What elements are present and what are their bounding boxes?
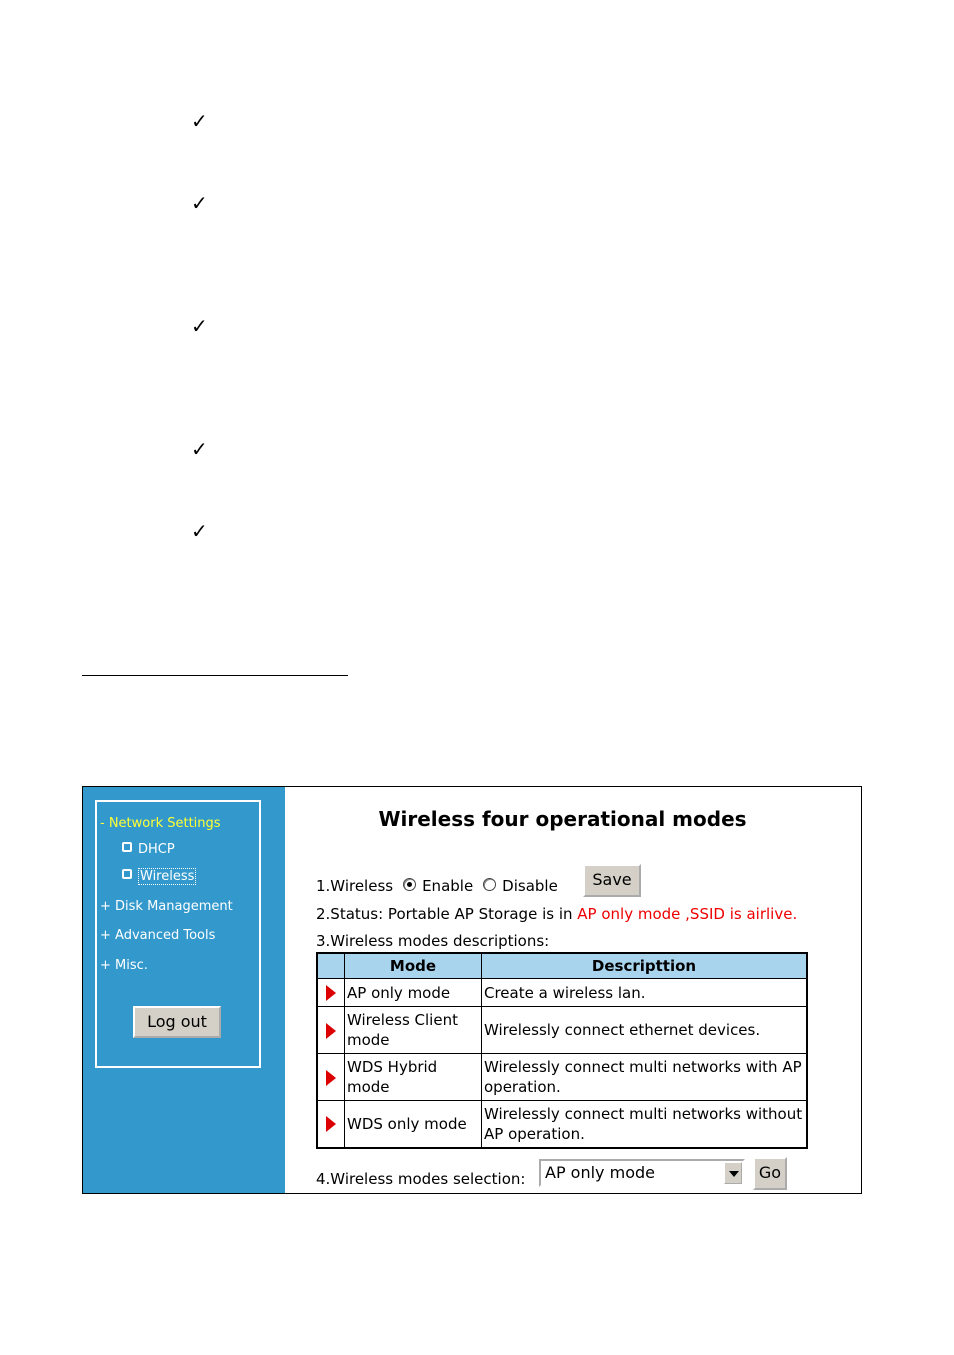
- logout-button[interactable]: Log out: [133, 1006, 221, 1038]
- bullet-icon: [122, 869, 132, 879]
- mode-cell: WDS Hybrid mode: [345, 1054, 482, 1101]
- checkmark-icon: ✓: [191, 191, 208, 215]
- bullet-icon: [122, 842, 132, 852]
- red-arrow-icon: [326, 985, 336, 1001]
- wireless-toggle-row: [316, 877, 558, 895]
- table-row: [317, 1007, 807, 1054]
- table-header-description: Descripttion: [482, 953, 808, 979]
- table-header-row: [317, 953, 807, 979]
- checkmark-icon: ✓: [191, 314, 208, 338]
- status-suffix: .: [792, 905, 798, 923]
- mode-cell: WDS only mode: [345, 1101, 482, 1148]
- mode-cell: Wireless Client mode: [345, 1007, 482, 1054]
- sidebar-item-network-settings[interactable]: - Network Settings: [100, 816, 221, 831]
- sidebar-item-dhcp[interactable]: [122, 842, 175, 857]
- status-line: [316, 905, 797, 923]
- save-button[interactable]: Save: [583, 864, 641, 897]
- sidebar-item-misc[interactable]: + Misc.: [100, 958, 148, 973]
- page-title: Wireless four operational modes: [378, 807, 747, 831]
- sidebar-item-disk-management[interactable]: + Disk Management: [100, 899, 233, 914]
- red-arrow-icon: [326, 1023, 336, 1039]
- checkmark-icon: ✓: [191, 519, 208, 543]
- enable-radio[interactable]: [403, 878, 416, 891]
- sidebar-item-advanced-tools[interactable]: + Advanced Tools: [100, 928, 216, 943]
- checkmark-icon: ✓: [191, 109, 208, 133]
- enable-label: Enable: [422, 877, 474, 895]
- mode-select[interactable]: [539, 1159, 745, 1187]
- sidebar-menu: [95, 800, 261, 1068]
- description-cell: Wirelessly connect multi networks with AP operation.: [482, 1054, 808, 1101]
- modes-table: [316, 952, 808, 1149]
- table-header-mode: Mode: [345, 953, 482, 979]
- checkmark-icon: ✓: [191, 437, 208, 461]
- go-button[interactable]: Go: [753, 1157, 787, 1190]
- red-arrow-icon: [326, 1116, 336, 1132]
- mode-select-value: AP only mode: [545, 1163, 655, 1182]
- mode-cell: AP only mode: [345, 979, 482, 1007]
- router-screenshot: [82, 786, 862, 1194]
- status-prefix: 2.Status: Portable AP Storage is in: [316, 905, 578, 923]
- table-row: [317, 1101, 807, 1148]
- chevron-down-icon[interactable]: [724, 1162, 742, 1184]
- disable-radio[interactable]: [483, 878, 496, 891]
- table-row: [317, 979, 807, 1007]
- table-row: [317, 1054, 807, 1101]
- sidebar-item-wireless[interactable]: [122, 869, 196, 884]
- red-arrow-icon: [326, 1070, 336, 1086]
- description-cell: Create a wireless lan.: [482, 979, 808, 1007]
- description-cell: Wirelessly connect ethernet devices.: [482, 1007, 808, 1054]
- sidebar-item-label: Wireless: [140, 869, 195, 884]
- table-header-spacer: [317, 953, 345, 979]
- wireless-label: 1.Wireless: [316, 877, 394, 895]
- sidebar-item-label: DHCP: [138, 842, 175, 857]
- selection-label: 4.Wireless modes selection:: [316, 1170, 526, 1188]
- description-cell: Wirelessly connect multi networks without AP operation.: [482, 1101, 808, 1148]
- section-underline: [82, 675, 348, 676]
- main-content: [285, 787, 861, 1193]
- disable-label: Disable: [502, 877, 558, 895]
- status-highlight: AP only mode ,SSID is airlive: [577, 905, 793, 923]
- sidebar: [83, 787, 285, 1193]
- descriptions-label: 3.Wireless modes descriptions:: [316, 932, 550, 950]
